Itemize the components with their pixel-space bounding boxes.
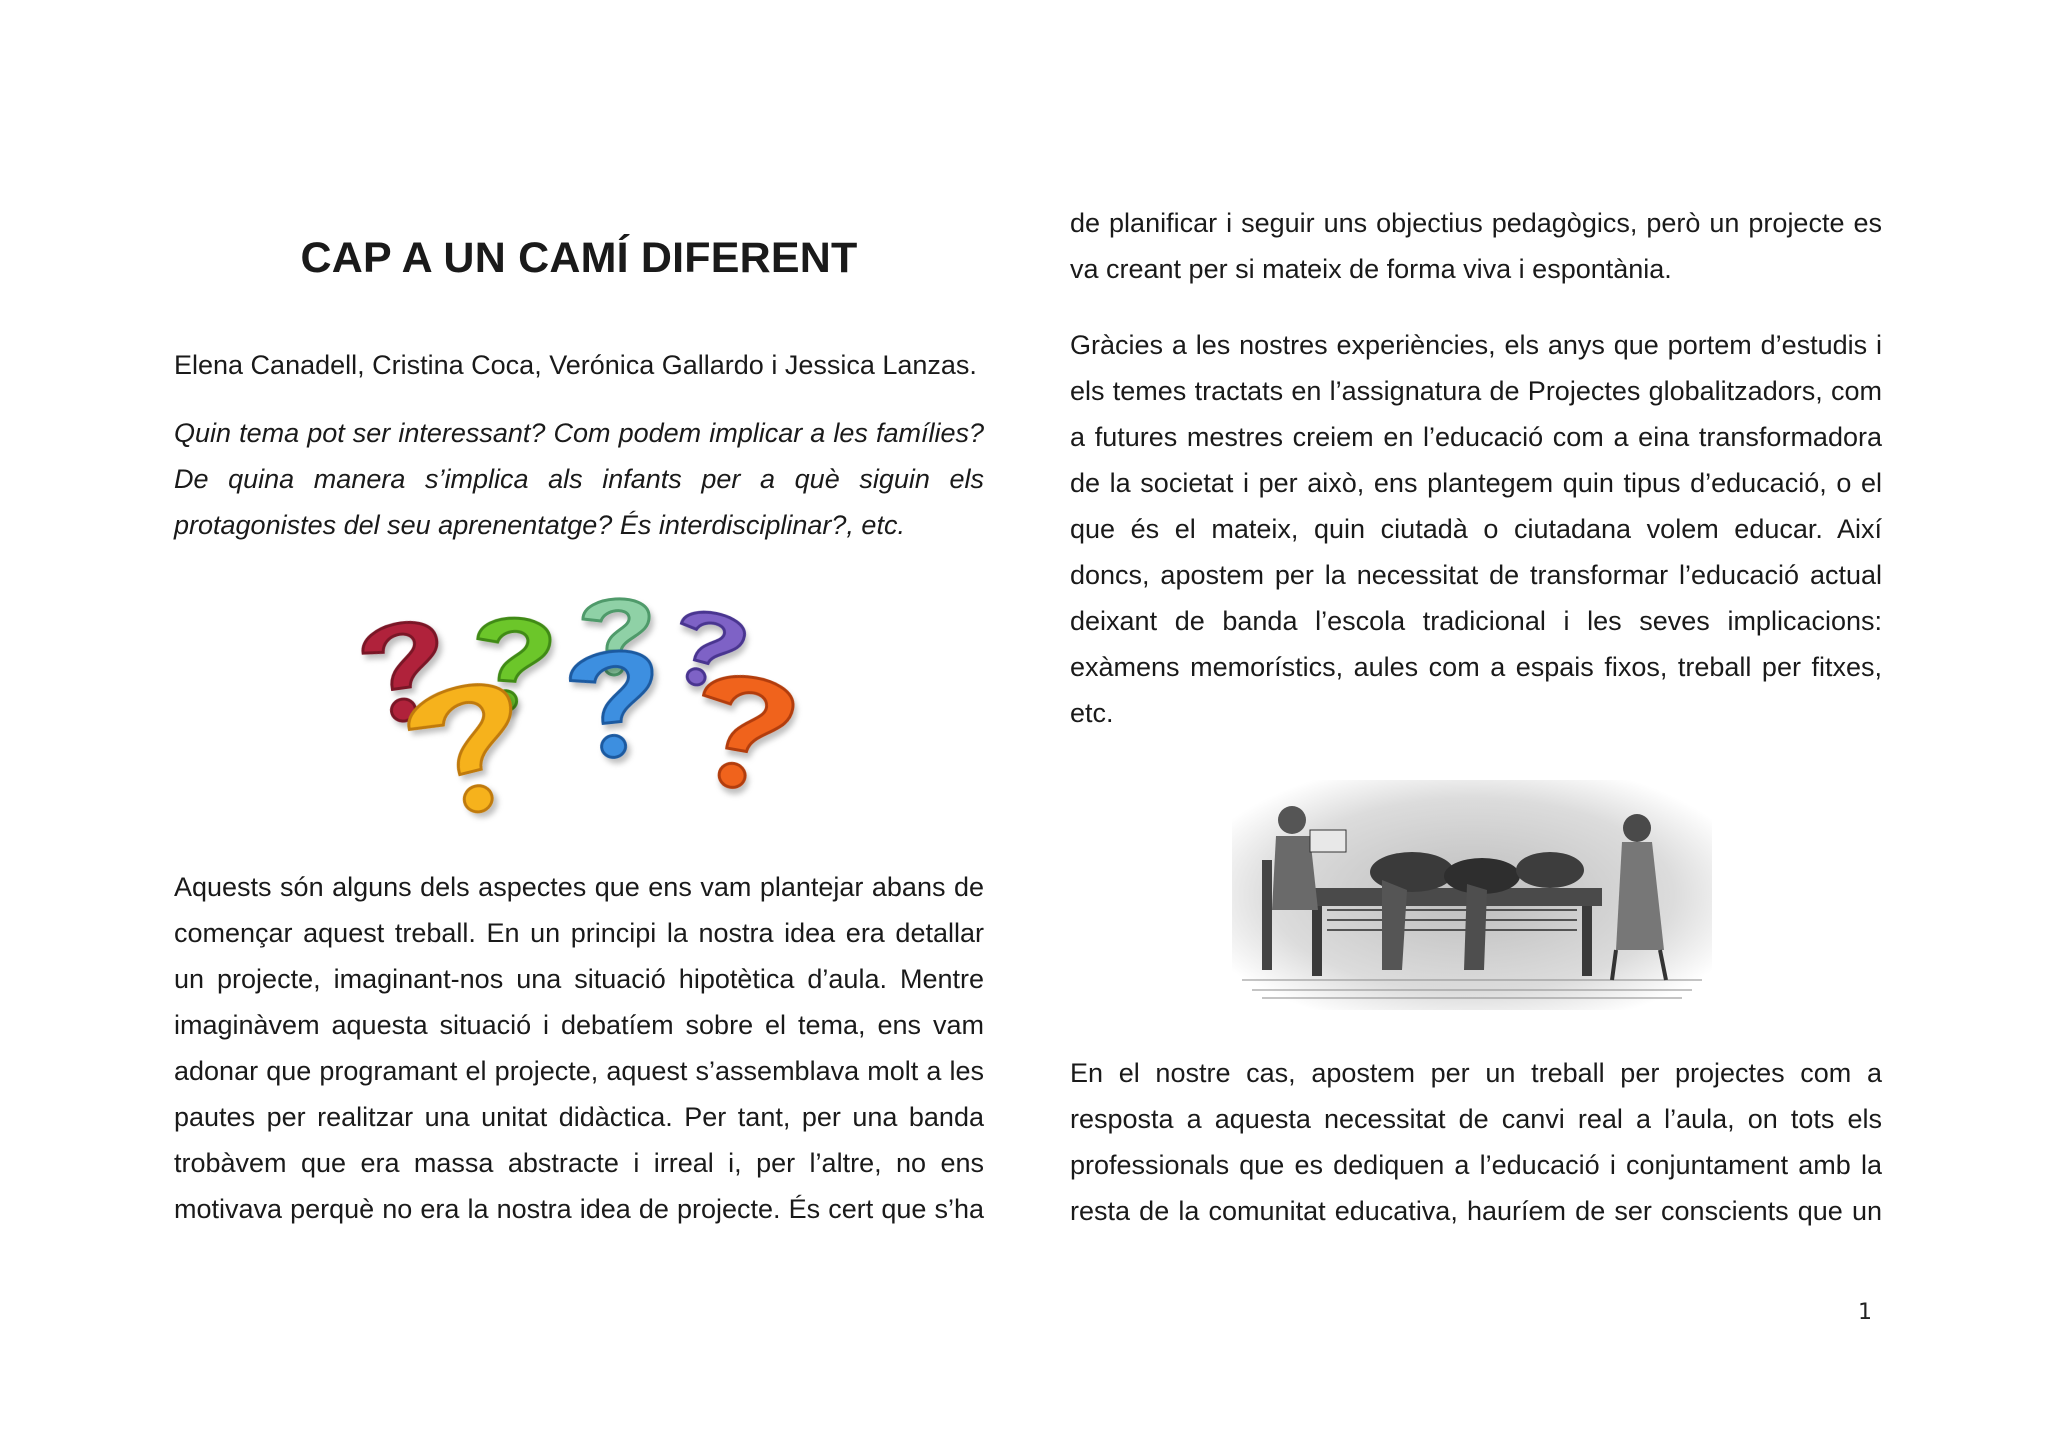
question-marks-illustration [330,588,830,838]
classroom-engraving-illustration [1232,780,1712,1010]
document-title: CAP A UN CAMÍ DIFERENT [300,234,858,282]
right-paragraph-3: En el nostre cas, apostem per un treball per projectes com a resposta a aquesta necessitat de canvi real a l’aula, on tots els professionals que es dediquen a l’educació i conjuntament amb la resta de la comunitat educativa, hauríem de ser conscients que un [1070,1058,1882,1226]
page-number: 1 [1858,1300,1872,1325]
left-body-paragraph: Aquests són alguns dels aspectes que ens vam plantejar abans de començar aquest treball. En un principi la nostra idea era detallar un projecte, imaginant-nos una situació hipotètica d’aula. Mentre imaginàvem aquesta situació i debatíem sobre el tema, ens vam adonar que programant el projecte, aquest s’assemblava molt a les pautes per realitzar una unitat didàctica. Per tant, per una banda trobàvem que era massa abstracte i irreal i, per l’altre, no ens motivava perquè no era la nostra idea de projecte. És cert que s’ha [174,872,984,1224]
blue-question-mark-icon [568,648,661,762]
orange-question-mark-icon [689,669,797,795]
right-paragraph-2: Gràcies a les nostres experiències, els anys que portem d’estudis i els temes tractats en l’assignatura de Projectes globalitzadors, com a futures mestres creiem en l’educació com a eina transformadora de la societat i per això, ens plantegem quin tipus d’educació, o el que és el mateix, quin ciutadà o ciutadana volem educar. Així doncs, apostem per la necessitat de transformar l’educació actual deixant de banda l’escola tradicional i les seves implicacions: exàmens memorístics, aules com a espais fixos, treball per fitxes, etc. [1070,330,1882,728]
right-paragraph-1: de planificar i seguir uns objectius pedagògics, però un projecte es va creant per si mateix de forma viva i espontània. [1070,208,1882,284]
guiding-questions: Quin tema pot ser interessant? Com podem implicar a les famílies? De quina manera s’implica als infants per a què siguin els protagonistes del seu aprenentatge? És interdisciplinar?, etc. [174,418,984,540]
authors-line: Elena Canadell, Cristina Coca, Verónica Gallardo i Jessica Lanzas. [174,350,977,380]
